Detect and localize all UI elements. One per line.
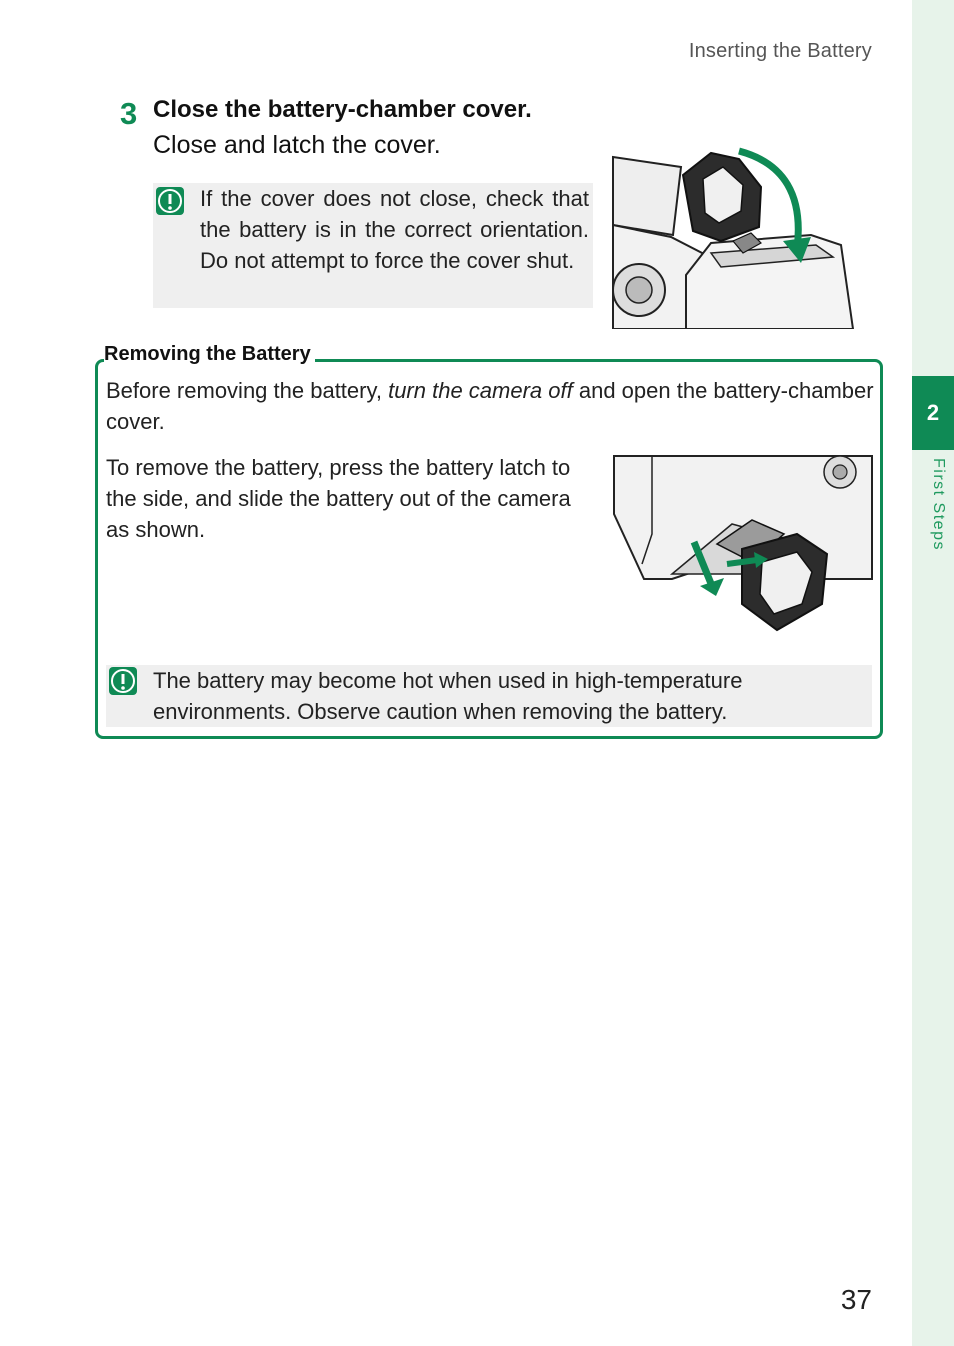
removal-paragraph-1 xyxy=(106,375,874,437)
camera-removing-battery-illustration xyxy=(612,454,873,632)
removal-caution-note xyxy=(106,665,872,727)
step-title: Close the battery-chamber cover. xyxy=(153,96,532,123)
step-instruction: Close and latch the cover. xyxy=(153,131,441,159)
caution-note xyxy=(153,183,593,308)
running-head: Inserting the Battery xyxy=(688,40,872,62)
chapter-side-tab xyxy=(912,0,954,1346)
page-number: 37 xyxy=(840,1284,872,1315)
chapter-title: First Steps xyxy=(930,458,947,551)
removal-p1-italic: turn the camera off xyxy=(388,378,573,403)
removal-paragraph-2: To remove the battery, press the battery latch to the side, and slide the battery out of the camera as shown. xyxy=(106,455,571,542)
removal-caution-text: The battery may become hot when used in high-temperature environments. Observe caution when removing the battery. xyxy=(153,668,743,724)
caution-icon xyxy=(155,186,185,216)
removal-p1-after: and open the battery-chamber cover. xyxy=(106,378,874,434)
caution-icon xyxy=(108,666,138,696)
caution-text: If the cover does not close, check that the battery is in the correct orientation. Do not attempt to force the cover shut. xyxy=(200,186,589,273)
chapter-number: 2 xyxy=(912,376,954,450)
camera-closing-cover-illustration xyxy=(611,145,856,329)
step-number: 3 xyxy=(120,96,138,131)
removal-p1-before: Before removing the battery, xyxy=(106,378,389,403)
removing-battery-heading: Removing the Battery xyxy=(104,343,315,366)
